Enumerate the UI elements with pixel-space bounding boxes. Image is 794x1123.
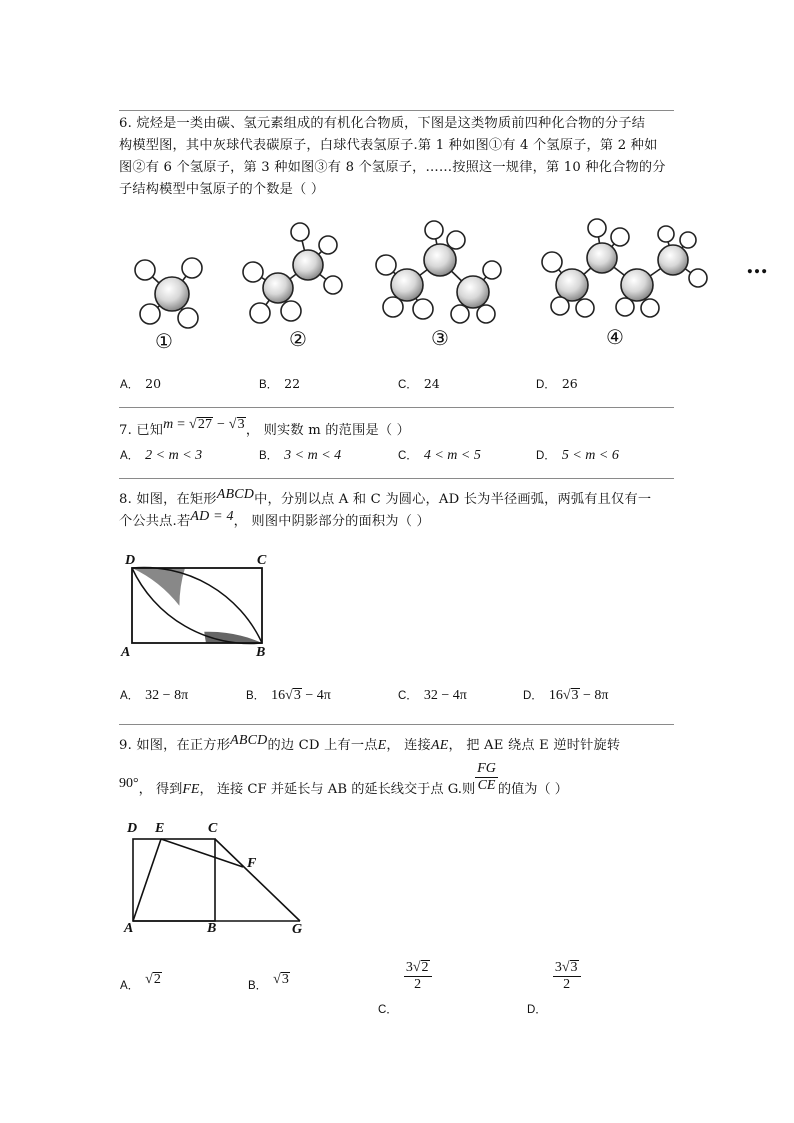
q7-option-b[interactable]: B． 3 < m < 4	[259, 448, 342, 463]
molecule-2	[243, 223, 342, 323]
q9-fraction: $\frac{FG}{CE}$	[477, 761, 496, 793]
q9-option-a[interactable]: A． √2	[120, 972, 161, 992]
q8-option-c[interactable]: C． 32 − 4π	[398, 688, 467, 703]
q9-option-c-fraction: $\frac{3√2}{2}$	[404, 960, 432, 993]
q7-expression: m = √27 − √3	[163, 417, 245, 432]
label-c: C	[257, 553, 267, 568]
label-a: A	[121, 645, 131, 660]
label-g: G	[292, 922, 303, 937]
divider	[119, 407, 674, 408]
label-c: C	[208, 821, 218, 836]
question-8-text: 8. 如图，在矩形ABCD中，分别以点 A 和 C 为圆心，AD 长为半径画弧，两弧有且仅有一 个公共点.若AD = 4， 则图中阴影部分的面积为（ ）	[119, 487, 652, 529]
q7-option-d[interactable]: D． 5 < m < 6	[536, 448, 619, 463]
molecule-3	[376, 221, 501, 323]
fig-label-3: ③	[431, 326, 449, 350]
molecule-4	[542, 219, 707, 317]
fig-label-2: ②	[289, 327, 307, 351]
q9-option-d[interactable]: D． $\frac{3√3}{2}$	[527, 960, 581, 993]
q7-option-c[interactable]: C． 4 < m < 5	[398, 448, 481, 463]
q6-line: 图②有 6 个氢原子，第 3 种如图③有 8 个氢原子，……按照这一规律，第 10 种化合物的分	[119, 160, 666, 175]
ellipsis: …	[746, 253, 766, 279]
label-d: D	[125, 553, 136, 568]
q9-square-figure	[120, 825, 320, 930]
q6-line: 子结构模型中氢原子的个数是（ ）	[119, 182, 325, 197]
q6-option-a[interactable]: A． 20	[120, 376, 162, 391]
label-f: F	[247, 856, 257, 871]
label-e: E	[155, 821, 165, 836]
question-7-text: 7. 已知m = √27 − √3， 则实数 m 的范围是（ ）	[119, 417, 411, 438]
question-9-line-1: 9. 如图，在正方形ABCD的边 CD 上有一点E， 连接AE， 把 AE 绕点 E 逆时针旋转	[119, 733, 621, 753]
q6-option-c[interactable]: C． 24	[398, 376, 440, 391]
q8-option-b[interactable]: B． 16√3 − 4π	[246, 688, 331, 703]
q8-option-a[interactable]: A． 32 − 8π	[120, 688, 189, 703]
q8-option-d[interactable]: D． 16√3 − 8π	[523, 688, 609, 703]
q7-option-a[interactable]: A． 2 < m < 3	[120, 448, 203, 463]
divider	[119, 724, 674, 725]
q6-option-b[interactable]: B． 22	[259, 376, 301, 391]
q9-option-d-fraction: $\frac{3√3}{2}$	[553, 960, 581, 993]
fig-label-1: ①	[155, 329, 173, 353]
divider	[119, 478, 674, 479]
question-6-text	[119, 113, 675, 201]
question-9-line-2: 90°， 得到FE， 连接 CF 并延长与 AB 的延长线交于点 G.则 $\frac{FG}{CE}$ 的值为（ ）	[119, 761, 568, 797]
molecule-1	[135, 258, 202, 328]
divider	[119, 110, 674, 111]
fig-label-4: ④	[606, 325, 624, 349]
q6-option-d[interactable]: D． 26	[536, 376, 578, 391]
q6-line: 6. 烷烃是一类由碳、氢元素组成的有机化合物质，下图是这类物质前四种化合物的分子结	[119, 116, 646, 131]
label-a: A	[124, 921, 134, 936]
label-d: D	[127, 821, 138, 836]
label-b: B	[207, 921, 217, 936]
label-b: B	[256, 645, 266, 660]
q9-option-b[interactable]: B． √3	[248, 972, 289, 992]
q6-line: 构模型图，其中灰球代表碳原子，白球代表氢原子.第 1 种如图①有 4 个氢原子，第 2 种如	[119, 138, 658, 153]
q9-option-c[interactable]: C． $\frac{3√2}{2}$	[378, 960, 432, 993]
